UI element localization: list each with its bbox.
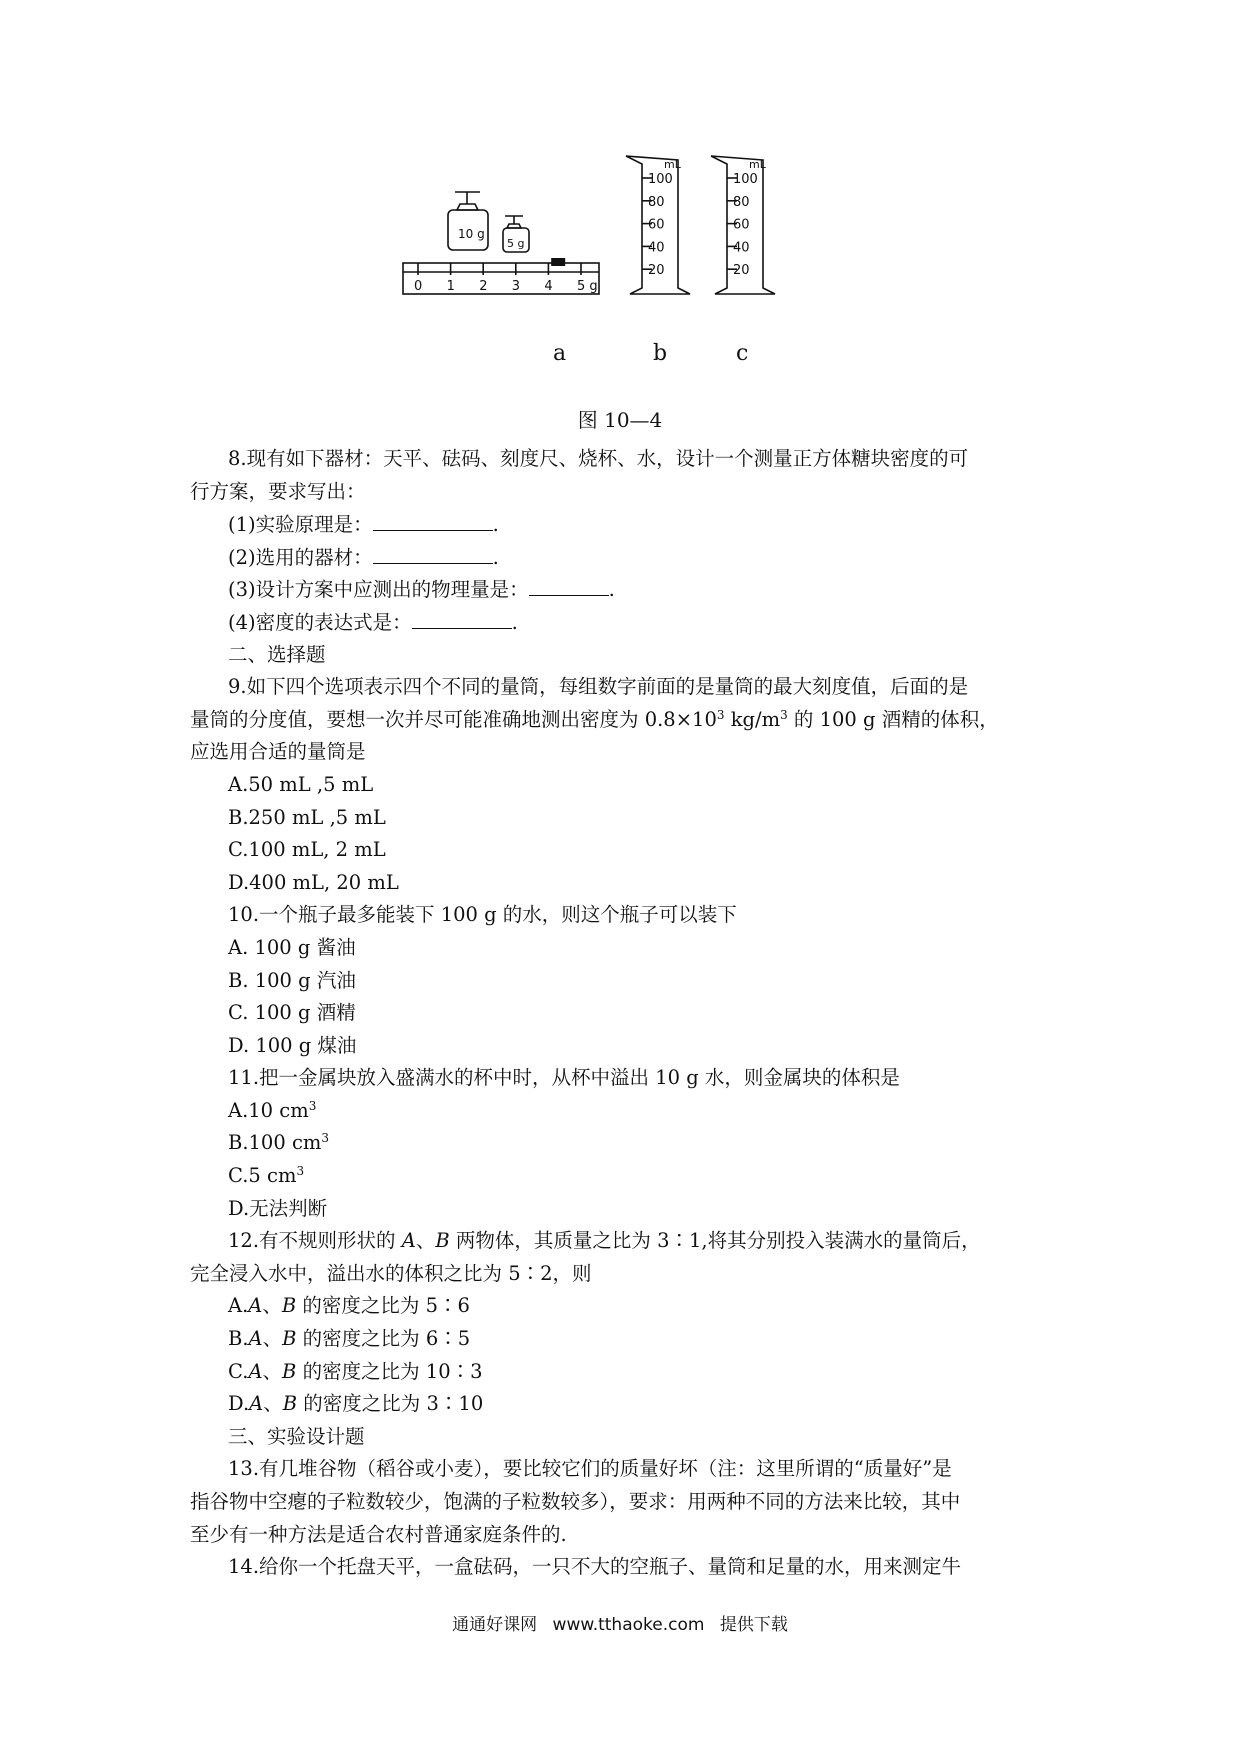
ruler-tick-label: 1 [446,279,455,294]
balance-rider [551,258,565,266]
q8-part3 [190,573,1060,606]
q12-ratio: 6∶5 [425,1327,471,1351]
cylinder-tick-label: 100 [648,172,673,187]
q11-sup: 3 [321,1131,329,1146]
period: . [511,610,518,634]
q10-option-d: D. 100 g 煤油 [228,1033,357,1057]
q8-line1: 8.现有如下器材：天平、砝码、刻度尺、烧杯、水，设计一个测量正方体糖块密度的可 [228,447,969,470]
q12-letter-a: A [401,1229,416,1253]
q12-sep: 、 [262,1327,283,1351]
q12-mid: 的密度之比为 [296,1327,426,1351]
q14-line1: 14.给你一个托盘天平，一盒砝码，一只不大的空瓶子、量筒和足量的水，用来测定牛 [228,1555,962,1579]
q12-ratio: 10∶3 [425,1359,483,1383]
q12-letter-b: B [282,1392,298,1416]
weight-5g-label: 5 g [507,237,525,250]
q13-line2: 指谷物中空瘪的子粒数较少，饱满的子粒数较多），要求：用两种不同的方法来比较，其中 [190,1490,961,1513]
answer-blank [529,573,609,596]
q10-option-a: A. 100 g 酱油 [228,935,356,959]
q12-ratio: 3∶10 [426,1392,484,1416]
cylinder-tick-label: 20 [733,263,750,279]
q9-option-b: B.250 mL ,5 mL [228,805,386,829]
q10-option-b: B. 100 g 汽油 [228,968,356,992]
q12-option-d [190,1388,1060,1421]
weight-10g [448,192,488,250]
q9-option-a: A.50 mL ,5 mL [228,772,374,796]
balance-scale-ruler [403,263,599,294]
q9-l2c: 的 100 g 酒精的体积， [787,707,999,731]
q9-line2 [190,704,1060,737]
q12-l1b: 两物体，其质量之比为 3∶1,将其分别投入装满水的量筒后， [449,1229,981,1253]
q12-letter-a: A [249,1392,264,1416]
q8-part4 [190,606,1060,639]
q12-opt-letter: B. [228,1327,249,1351]
q11-option-a [190,1095,1060,1128]
figure-svg [414,158,890,380]
q13-line3: 至少有一种方法是适合农村普通家庭条件的. [190,1522,567,1546]
cylinder-tick-label: 20 [648,263,665,279]
q12-option-b [190,1323,1060,1356]
document-body [190,443,1060,1584]
q11-b-text: B.100 cm [228,1131,322,1155]
ruler-tick-label: 0 [414,279,423,294]
q11-c-text: C.5 cm [228,1164,297,1188]
cylinder-tick-label: 60 [733,217,750,233]
ruler-tick-label: 3 [511,279,521,294]
ruler-tick-label: 4 [544,279,553,294]
label-b: b [653,341,668,366]
page-footer [0,1610,1240,1635]
q9-option-c: C.100 mL, 2 mL [228,838,386,862]
q11-sup: 3 [308,1098,317,1113]
q12-opt-letter: C. [228,1359,249,1383]
weight-10g-label: 10 g [458,227,485,241]
footer-url[interactable]: www.tthaoke.com [552,1615,705,1635]
q8-part2 [190,541,1060,574]
q8-part2-text: (2)选用的器材： [228,545,373,569]
q13-line1: 13.有几堆谷物（稻谷或小麦），要比较它们的质量好坏（注：这里所谓的“质量好”是 [228,1457,952,1481]
q12-sep: 、 [415,1229,436,1253]
cylinder-tick-label: 80 [648,194,665,210]
figure-caption: 图 10—4 [577,408,663,432]
q12-mid: 的密度之比为 [296,1294,426,1318]
period: . [608,578,615,602]
q12-letter-b: B [281,1294,297,1318]
q12-letter-a: A [248,1327,263,1351]
answer-blank [373,541,493,564]
section-2-heading: 二、选择题 [228,642,326,666]
q8-part1 [190,508,1060,541]
q9-sup: 3 [716,707,725,722]
q12-mid: 的密度之比为 [296,1359,426,1383]
q10-line1: 10.一个瓶子最多能装下 100 g 的水，则这个瓶子可以装下 [228,903,737,927]
q10-option-c: C. 100 g 酒精 [228,1001,356,1025]
q8-line2: 行方案，要求写出： [190,479,366,503]
q11-option-c [190,1160,1060,1193]
q9-line1: 9.如下四个选项表示四个不同的量筒，每组数字前面的是量筒的最大刻度值，后面的是 [228,675,969,699]
ruler-tick-label: 2 [479,279,488,294]
q8-part1-text: (1)实验原理是： [228,513,373,537]
q12-sep: 、 [263,1392,283,1416]
q12-letter-a: A [248,1294,263,1318]
figure-10-4 [414,158,890,380]
q12-letter-b: B [435,1229,450,1253]
cylinder-unit-label: mL [664,158,681,171]
footer-note: 提供下载 [719,1615,788,1635]
q9-l2a: 量筒的分度值，要想一次并尽可能准确地测出密度为 0.8×10 [190,707,717,731]
q12-line1 [190,1225,1060,1258]
q12-line2: 完全浸入水中，溢出水的体积之比为 5∶2，则 [190,1261,592,1285]
q12-option-a [190,1290,1060,1323]
q11-sup: 3 [296,1164,305,1179]
q8-part3-text: (3)设计方案中应测出的物理量是： [228,578,529,602]
q12-letter-a: A [248,1359,263,1383]
cylinder-tick-label: 80 [733,194,750,210]
ruler-tick-label: 5 g [577,279,598,294]
q11-option-d: D.无法判断 [228,1196,328,1220]
answer-blank [373,508,493,531]
q12-letter-b: B [282,1359,297,1383]
cylinder-tick-label: 60 [648,217,665,233]
period: . [492,545,499,569]
q9-sup2: 3 [780,707,788,722]
q12-sep: 、 [262,1359,283,1383]
label-c: c [736,341,749,366]
footer-site: 通通好课网 [452,1615,538,1635]
q12-option-c [190,1356,1060,1389]
q11-line1: 11.把一金属块放入盛满水的杯中时，从杯中溢出 10 g 水，则金属块的体积是 [228,1066,900,1090]
cylinder-unit-label: mL [749,158,766,171]
q12-l1a: 12.有不规则形状的 [228,1229,402,1253]
cylinder-tick-label: 40 [733,240,750,256]
q8-part4-text: (4)密度的表达式是： [228,610,412,634]
period: . [492,513,499,537]
q12-sep: 、 [262,1294,282,1318]
cylinder-tick-label: 40 [648,240,665,256]
q9-option-d: D.400 mL, 20 mL [228,870,399,894]
section-3-heading: 三、实验设计题 [228,1424,365,1448]
q12-opt-letter: D. [228,1392,250,1416]
q12-ratio: 5∶6 [425,1294,470,1318]
q11-option-b [190,1127,1060,1160]
q12-letter-b: B [282,1327,297,1351]
label-a: a [553,341,567,366]
q12-opt-letter: A. [228,1294,249,1318]
cylinder-tick-label: 100 [733,172,758,187]
answer-blank [412,606,512,629]
q11-a-text: A.10 cm [228,1098,309,1122]
q12-mid: 的密度之比为 [297,1392,427,1416]
q9-line3: 应选用合适的量筒是 [190,740,366,764]
q9-l2b: kg/m [724,707,781,731]
